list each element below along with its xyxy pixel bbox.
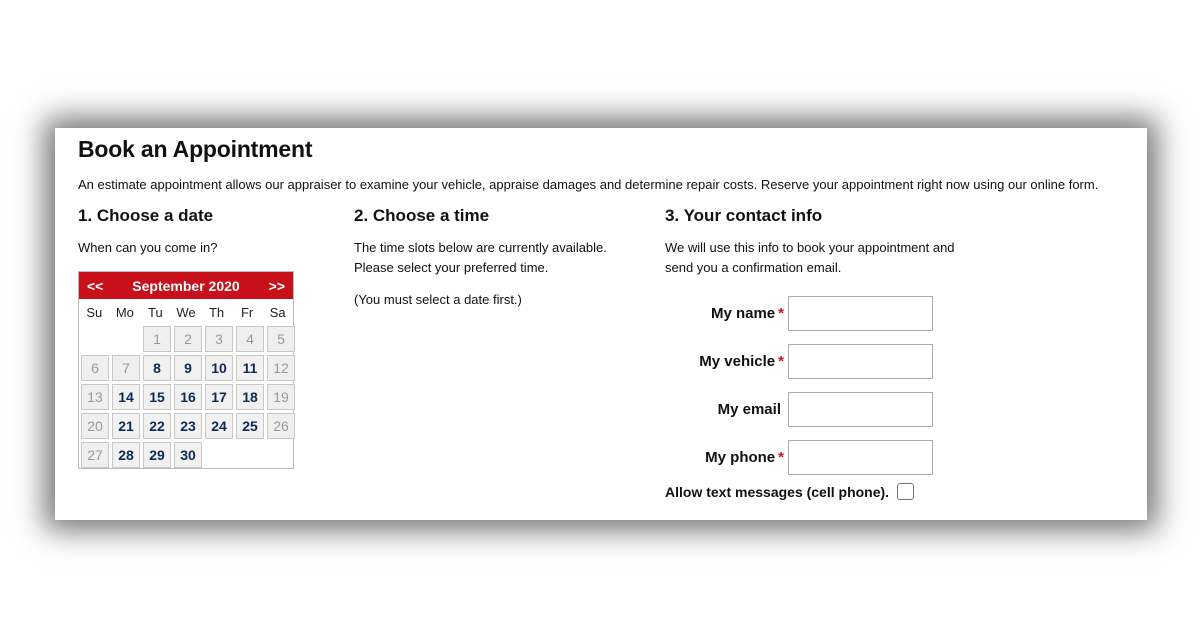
weekday-label: Sa (269, 305, 286, 320)
calendar-day-available[interactable]: 28 (112, 442, 140, 468)
calendar-days (79, 326, 293, 468)
name-input[interactable] (788, 296, 933, 331)
calendar-day-available[interactable]: 25 (236, 413, 264, 439)
calendar-day-available[interactable]: 29 (143, 442, 171, 468)
calendar-day-available[interactable]: 18 (236, 384, 264, 410)
calendar-day-available[interactable]: 22 (143, 413, 171, 439)
calendar-day-available[interactable]: 15 (143, 384, 171, 410)
email-input[interactable] (788, 392, 933, 427)
time-note: (You must select a date first.) (354, 292, 522, 307)
calendar-empty-cell (81, 326, 109, 352)
calendar-day-available[interactable]: 23 (174, 413, 202, 439)
intro-text: An estimate appointment allows our appraiser to examine your vehicle, appraise damages and determine repair costs. Reserve your appointment right now using our online form. (78, 177, 1099, 192)
required-marker: * (778, 305, 784, 322)
calendar-header (79, 272, 293, 299)
weekday-label: Th (208, 305, 225, 320)
calendar-month-label: September 2020 (132, 277, 240, 294)
time-section-heading: 2. Choose a time (354, 206, 490, 225)
sms-consent-label: Allow text messages (cell phone). (665, 483, 890, 500)
weekday-label: Tu (148, 305, 163, 320)
calendar-day-unavailable: 19 (267, 384, 295, 410)
weekday-label: Fr (240, 305, 254, 320)
sms-consent-checkbox[interactable] (897, 483, 914, 500)
calendar-day-available[interactable]: 11 (236, 355, 264, 381)
calendar-day-unavailable: 1 (143, 326, 171, 352)
calendar-day-unavailable: 7 (112, 355, 140, 381)
phone-field-row (669, 440, 933, 475)
prev-month-button[interactable]: << (87, 277, 104, 294)
date-prompt: When can you come in? (78, 240, 218, 255)
calendar-day-unavailable: 26 (267, 413, 295, 439)
time-description-line1: The time slots below are currently available. (354, 240, 607, 255)
calendar (78, 271, 294, 469)
weekday-label: Mo (115, 305, 134, 320)
calendar-day-available[interactable]: 24 (205, 413, 233, 439)
calendar-day-available[interactable]: 16 (174, 384, 202, 410)
calendar-day-available[interactable]: 8 (143, 355, 171, 381)
calendar-day-unavailable: 6 (81, 355, 109, 381)
required-marker: * (778, 449, 784, 466)
email-field-row (669, 392, 933, 427)
page-title: Book an Appointment (78, 136, 313, 162)
calendar-day-unavailable: 2 (174, 326, 202, 352)
time-description-line2: Please select your preferred time. (354, 260, 549, 275)
calendar-day-available[interactable]: 21 (112, 413, 140, 439)
weekday-label: We (176, 305, 196, 320)
date-section-heading: 1. Choose a date (78, 206, 214, 225)
calendar-day-available[interactable]: 30 (174, 442, 202, 468)
calendar-day-unavailable: 4 (236, 326, 264, 352)
calendar-day-unavailable: 12 (267, 355, 295, 381)
calendar-day-unavailable: 20 (81, 413, 109, 439)
calendar-day-unavailable: 3 (205, 326, 233, 352)
vehicle-field-row (669, 344, 933, 379)
vehicle-field-label: My vehicle (699, 353, 776, 370)
phone-field-label: My phone (705, 449, 776, 466)
calendar-day-available[interactable]: 10 (205, 355, 233, 381)
phone-input[interactable] (788, 440, 933, 475)
weekday-label: Su (86, 305, 103, 320)
sms-consent-row (665, 483, 914, 500)
calendar-empty-cell (112, 326, 140, 352)
calendar-day-available[interactable]: 14 (112, 384, 140, 410)
email-field-label: My email (717, 401, 781, 418)
calendar-day-unavailable: 27 (81, 442, 109, 468)
vehicle-input[interactable] (788, 344, 933, 379)
required-marker: * (778, 353, 784, 370)
contact-description-line2: send you a confirmation email. (665, 260, 842, 275)
calendar-day-unavailable: 5 (267, 326, 295, 352)
weekday-header (79, 299, 293, 326)
calendar-day-unavailable: 13 (81, 384, 109, 410)
name-field-row (669, 296, 933, 331)
calendar-day-available[interactable]: 9 (174, 355, 202, 381)
name-field-label: My name (710, 305, 776, 322)
booking-card (55, 128, 1147, 520)
contact-section-heading: 3. Your contact info (665, 206, 823, 225)
contact-description-line1: We will use this info to book your appointment and (665, 240, 955, 255)
next-month-button[interactable]: >> (268, 277, 285, 294)
calendar-day-available[interactable]: 17 (205, 384, 233, 410)
